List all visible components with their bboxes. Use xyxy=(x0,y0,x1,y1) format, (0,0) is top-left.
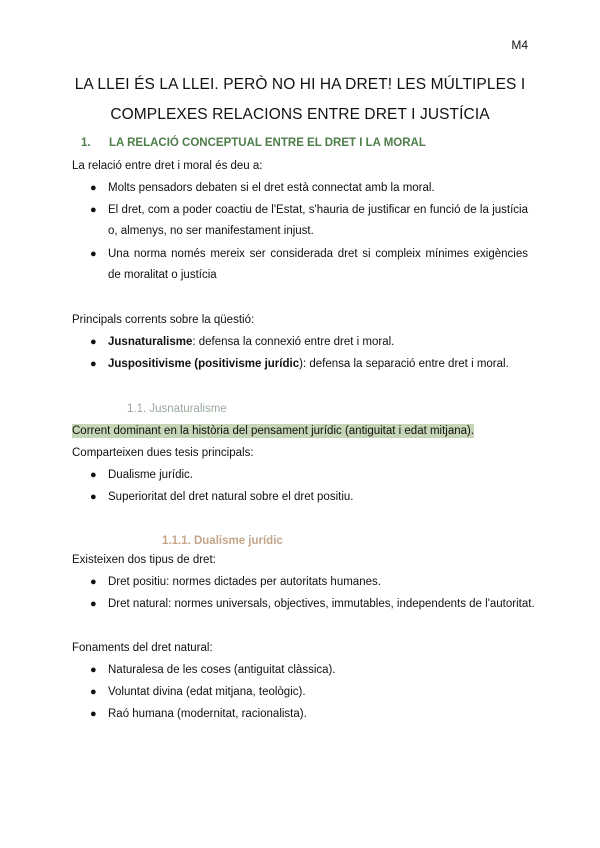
list-item: Voluntat divina (edat mitjana, teològic). xyxy=(108,686,306,698)
bullet-icon: ● xyxy=(90,204,97,216)
foundations-intro: Fonaments del dret natural: xyxy=(72,642,213,654)
bullet-icon: ● xyxy=(90,469,97,481)
bullet-icon: ● xyxy=(90,664,97,676)
highlighted-text: Corrent dominant en la història del pensament jurídic (antiguitat i edat mitjana). xyxy=(72,425,475,437)
list-item: Dret positiu: normes dictades per autoritats humanes. xyxy=(108,576,381,588)
bullet-icon: ● xyxy=(90,686,97,698)
section-1-number: 1. xyxy=(81,137,91,149)
types-intro: Existeixen dos tipus de dret: xyxy=(72,554,216,566)
section-1-title: LA RELACIÓ CONCEPTUAL ENTRE EL DRET I LA MORAL xyxy=(109,137,426,149)
bullet-icon: ● xyxy=(90,248,97,260)
term-positivisme-juridic: positivisme jurídic xyxy=(198,358,300,370)
theses-intro: Comparteixen dues tesis principals: xyxy=(72,447,254,459)
bullet-icon: ● xyxy=(90,336,97,348)
list-item: El dret, com a poder coactiu de l'Estat, s'hauria de justificar en funció de la justícia o, almenys, no ser manifestament injust. xyxy=(108,204,528,237)
section-1-intro: La relació entre dret i moral és deu a: xyxy=(72,160,263,172)
section-1-1-1-heading: 1.1.1. Dualisme jurídic xyxy=(162,535,283,547)
bullet-icon: ● xyxy=(90,598,97,610)
module-code: M4 xyxy=(511,38,528,52)
list-item: Molts pensadors debaten si el dret està connectat amb la moral. xyxy=(108,182,435,194)
term-jusnaturalisme: Jusnaturalisme xyxy=(108,336,193,348)
list-item: Dualisme jurídic. xyxy=(108,469,193,481)
bullet-icon: ● xyxy=(90,358,97,370)
list-item: Una norma només mereix ser considerada dret si compleix mínimes exigències de moralitat o justícia xyxy=(108,248,528,281)
title-line-1: LA LLEI ÉS LA LLEI. PERÒ NO HI HA DRET! LES MÚLTIPLES I xyxy=(74,76,526,93)
bullet-icon: ● xyxy=(90,708,97,720)
list-item: Superioritat del dret natural sobre el dret positiu. xyxy=(108,491,354,503)
list-item: Jusnaturalisme: defensa la connexió entre dret i moral. xyxy=(108,336,395,348)
title-line-2: COMPLEXES RELACIONS ENTRE DRET I JUSTÍCIA xyxy=(110,106,490,123)
bullet-icon: ● xyxy=(90,182,97,194)
bullet-icon: ● xyxy=(90,576,97,588)
list-item: Raó humana (modernitat, racionalista). xyxy=(108,708,307,720)
term-juspositivisme: Juspositivisme xyxy=(108,358,192,370)
list-item: Dret natural: normes universals, objectives, immutables, independents de l'autoritat. xyxy=(108,598,535,610)
list-item: Juspositivisme (positivisme jurídic): defensa la separació entre dret i moral. xyxy=(108,358,509,370)
list-item: Naturalesa de les coses (antiguitat clàssica). xyxy=(108,664,336,676)
currents-intro: Principals corrents sobre la qüestió: xyxy=(72,314,255,326)
bullet-icon: ● xyxy=(90,491,97,503)
section-1-heading xyxy=(81,137,426,149)
section-1-1-heading: 1.1. Jusnaturalisme xyxy=(127,403,227,415)
